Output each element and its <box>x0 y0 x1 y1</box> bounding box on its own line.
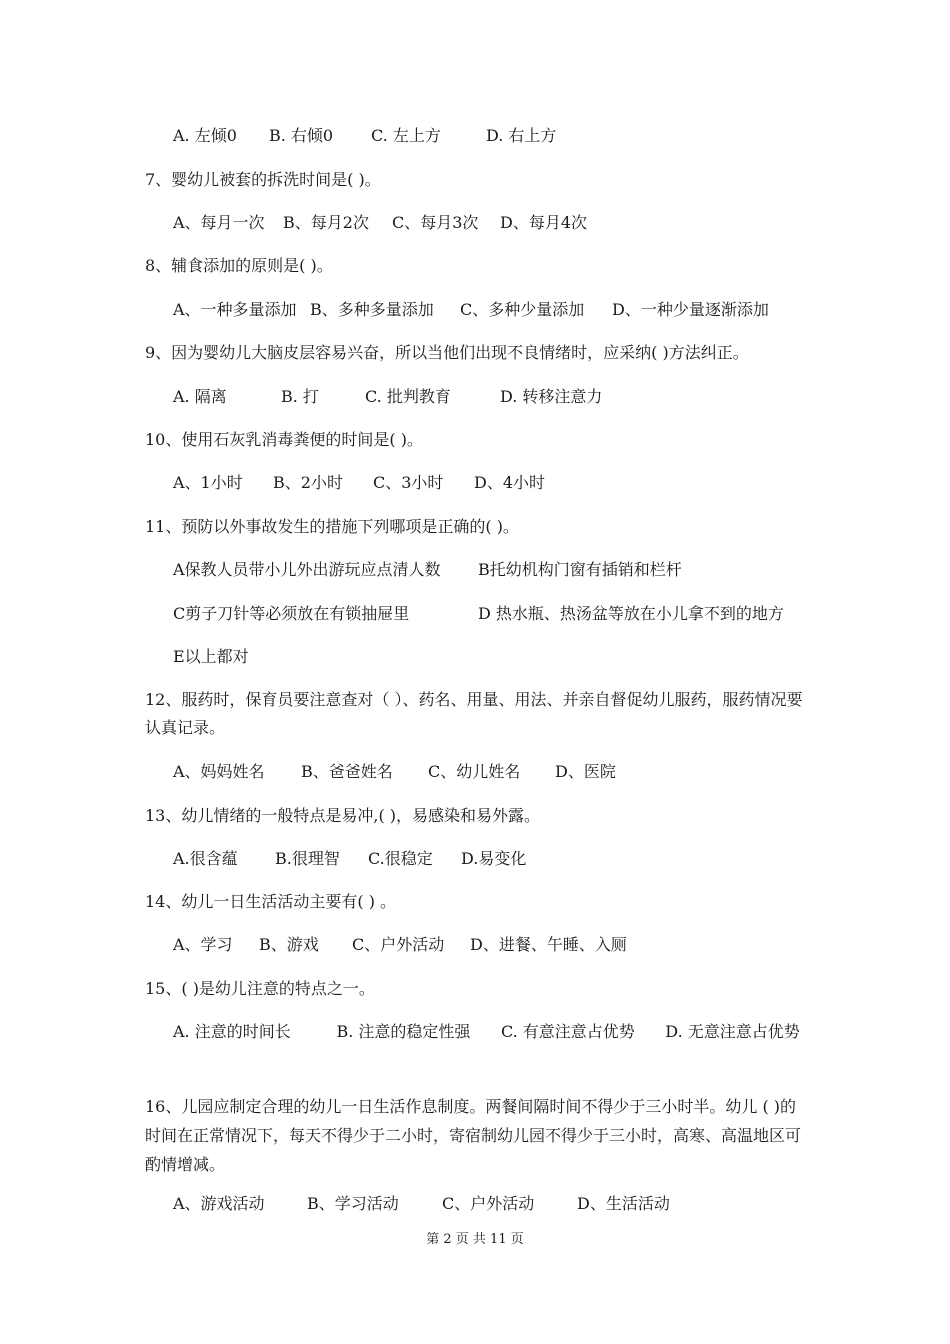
question-15: 15、( )是幼儿注意的特点之一。 <box>145 979 375 998</box>
option: A保教人员带小儿外出游玩应点清人数 <box>173 560 441 579</box>
option: B. 右倾0 <box>269 126 334 145</box>
q11-options-row1 <box>173 557 838 583</box>
option: B. 打 <box>281 387 319 406</box>
q14-options <box>173 932 838 958</box>
option: B托幼机构门窗有插销和栏杆 <box>478 560 682 579</box>
q7-options <box>173 210 838 236</box>
option: D. 右上方 <box>486 126 557 145</box>
option: A.很含蕴 <box>173 849 238 868</box>
option: C、多种少量添加 <box>460 300 585 319</box>
option: D、每月4次 <box>500 213 588 232</box>
option: C. 批判教育 <box>365 387 451 406</box>
question-10: 10、使用石灰乳消毒粪便的时间是( )。 <box>145 430 423 449</box>
q11-options-row2 <box>173 601 838 627</box>
q9-options <box>173 384 838 410</box>
option: C、户外活动 <box>442 1194 535 1213</box>
question-14: 14、幼儿一日生活活动主要有( ) 。 <box>145 892 397 911</box>
option: B、学习活动 <box>307 1194 399 1213</box>
option: C剪子刀针等必须放在有锁抽屉里 <box>173 604 410 623</box>
option: A. 左倾0 <box>173 126 237 145</box>
option: B、爸爸姓名 <box>301 762 393 781</box>
option: C. 左上方 <box>371 126 441 145</box>
option: D.易变化 <box>461 849 527 868</box>
option: A、一种多量添加 <box>173 300 297 319</box>
option: D 热水瓶、热汤盆等放在小儿拿不到的地方 <box>478 604 784 623</box>
q13-options <box>173 846 838 872</box>
question-11: 11、预防以外事故发生的措施下列哪项是正确的( )。 <box>145 517 519 536</box>
q8-options <box>173 297 838 323</box>
q11-options-row3 <box>173 644 838 670</box>
option: D、4小时 <box>474 473 546 492</box>
option: D、生活活动 <box>577 1194 670 1213</box>
q16-options <box>173 1191 838 1217</box>
question-7: 7、婴幼儿被套的拆洗时间是( )。 <box>145 170 381 189</box>
question-16: 16、儿园应制定合理的幼儿一日生活作息制度。两餐间隔时间不得少于三小时半。幼儿 ( )的时间在正常情况下，每天不得少于二小时，寄宿制幼儿园不得少于三小时，高寒、高温地区可酌情增减。 <box>145 1097 802 1174</box>
option: C、每月3次 <box>392 213 479 232</box>
option: B、2小时 <box>273 473 343 492</box>
option: E以上都对 <box>173 647 249 666</box>
option: A、学习 <box>173 935 233 954</box>
q6-options <box>173 123 838 149</box>
option: B.很理智 <box>275 849 340 868</box>
q10-options <box>173 470 838 496</box>
option: A、每月一次 <box>173 213 265 232</box>
option: B、游戏 <box>259 935 319 954</box>
page-footer: 第 2 页 共 11 页 <box>426 1232 524 1247</box>
option: C、幼儿姓名 <box>428 762 521 781</box>
question-13: 13、幼儿情绪的一般特点是易冲,( )，易感染和易外露。 <box>145 806 541 825</box>
option: C、户外活动 <box>352 935 445 954</box>
q15-options: A. 注意的时间长 B. 注意的稳定性强 C. 有意注意占优势 D. 无意注意占优势 <box>173 1022 800 1041</box>
option: C、3小时 <box>373 473 444 492</box>
option: A. 隔离 <box>173 387 227 406</box>
option: D. 转移注意力 <box>500 387 603 406</box>
option: D、一种少量逐渐添加 <box>612 300 769 319</box>
question-9: 9、因为婴幼儿大脑皮层容易兴奋，所以当他们出现不良情绪时，应采纳( )方法纠正。 <box>145 343 749 362</box>
option: A、游戏活动 <box>173 1194 265 1213</box>
option: A、妈妈姓名 <box>173 762 265 781</box>
question-12: 12、服药时，保育员要注意查对（ ）、药名、用量、用法、并亲自督促幼儿服药，服药情况要认真记录。 <box>145 690 803 737</box>
option: C.很稳定 <box>368 849 433 868</box>
option: D、进餐、午睡、入厕 <box>470 935 627 954</box>
option: B、每月2次 <box>283 213 369 232</box>
q12-options <box>173 759 838 785</box>
option: A、1小时 <box>173 473 243 492</box>
option: D、医院 <box>555 762 616 781</box>
question-8: 8、辅食添加的原则是( )。 <box>145 256 333 275</box>
option: B、多种多量添加 <box>310 300 434 319</box>
